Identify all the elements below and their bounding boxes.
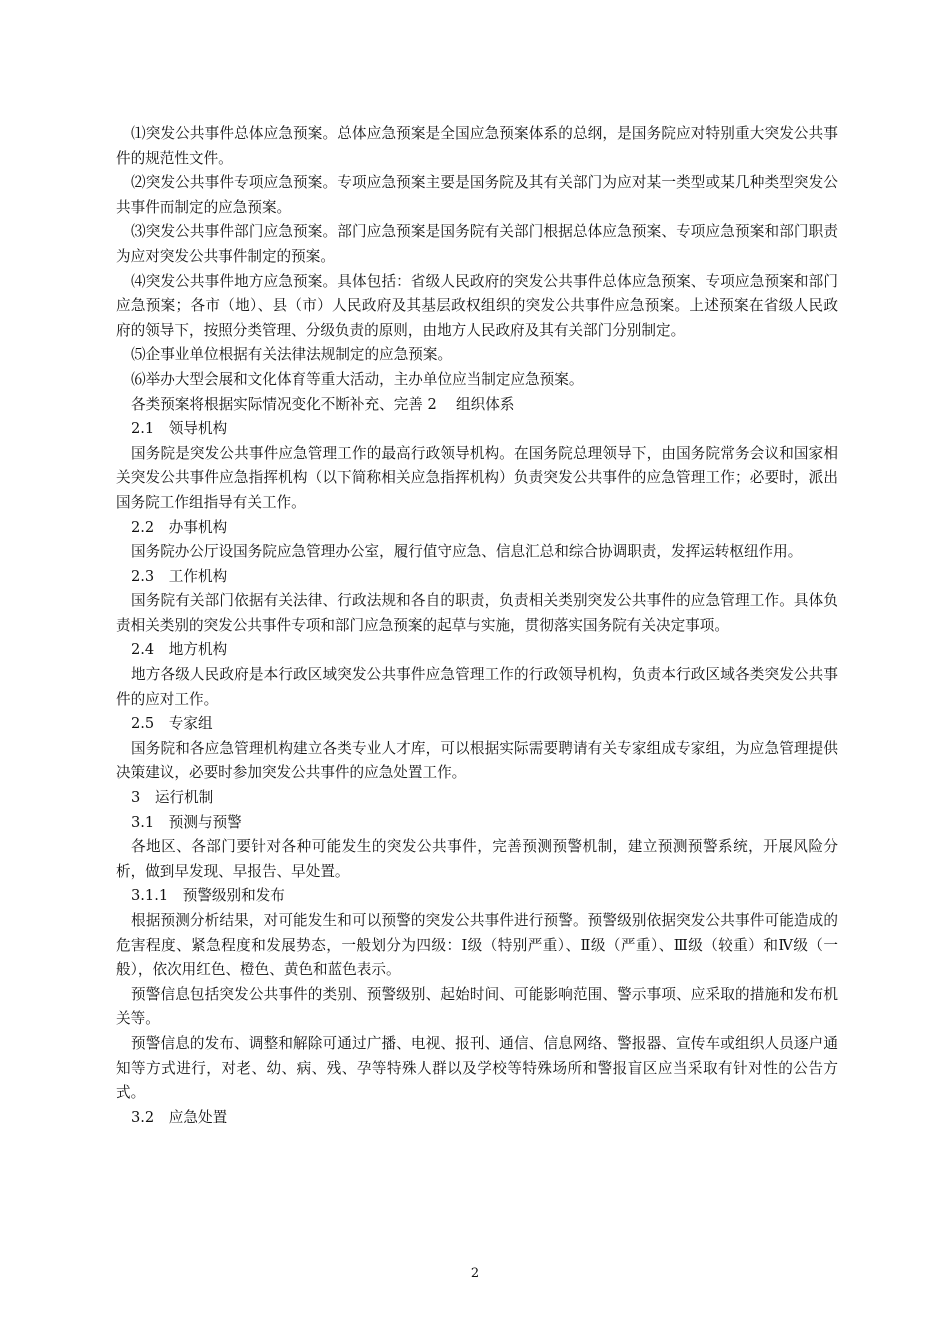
paragraph-local-plan: ⑷突发公共事件地方应急预案。具体包括：省级人民政府的突发公共事件总体应急预案、专项应急预案和部门应急预案；各市（地）、县（市）人民政府及其基层政权组织的突发公共事件应急预案。上述预案在省级人民政府的领导下，按照分类管理、分级负责的原则，由地方人民政府及其有关部门分别制定。 [116, 272, 838, 339]
heading-3-1: 3.1 预测与预警 [131, 813, 242, 831]
paragraph-3-1: 各地区、各部门要针对各种可能发生的突发公共事件，完善预测预警机制，建立预测预警系统，开展风险分析，做到早发现、早报告、早处置。 [116, 838, 838, 880]
paragraph-2-5: 国务院和各应急管理机构建立各类专业人才库，可以根据实际需要聘请有关专家组成专家组，为应急管理提供决策建议，必要时参加突发公共事件的应急处置工作。 [116, 739, 838, 782]
paragraph-department-plan: ⑶突发公共事件部门应急预案。部门应急预案是国务院有关部门根据总体应急预案、专项应急预案和部门职责为应对突发公共事件制定的预案。 [116, 223, 838, 265]
paragraph-2-3: 国务院有关部门依据有关法律、行政法规和各自的职责，负责相关类别突发公共事件的应急管理工作。具体负责相关类别的突发公共事件专项和部门应急预案的起草与实施，贯彻落实国务院有关决定事项。 [116, 592, 838, 634]
heading-2-5: 2.5 专家组 [131, 715, 213, 733]
paragraph-overall-plan: ⑴突发公共事件总体应急预案。总体应急预案是全国应急预案体系的总纲，是国务院应对特别重大突发公共事件的规范性文件。 [116, 125, 838, 167]
paragraph-warning-levels: 根据预测分析结果，对可能发生和可以预警的突发公共事件进行预警。预警级别依据突发公共事件可能造成的危害程度、紧急程度和发展势态，一般划分为四级：Ⅰ级（特别严重）、Ⅱ级（严重）、Ⅲ级（较重）和Ⅳ级（一般），依次用红色、橙色、黄色和蓝色表示。 [116, 912, 838, 979]
heading-3: 3 运行机制 [131, 789, 214, 807]
heading-2-3: 2.3 工作机构 [131, 567, 228, 585]
heading-2-2: 2.2 办事机构 [131, 518, 228, 536]
heading-2-4: 2.4 地方机构 [131, 641, 228, 659]
paragraph-2-2: 国务院办公厅设国务院应急管理办公室，履行值守应急、信息汇总和综合协调职责，发挥运转枢纽作用。 [131, 543, 803, 561]
paragraph-special-plan: ⑵突发公共事件专项应急预案。专项应急预案主要是国务院及其有关部门为应对某一类型或某几种类型突发公共事件而制定的应急预案。 [116, 174, 838, 216]
page-number: 2 [470, 1266, 480, 1281]
paragraph-2-1: 国务院是突发公共事件应急管理工作的最高行政领导机构。在国务院总理领导下，由国务院常务会议和国家相关突发公共事件应急指挥机构（以下简称相关应急指挥机构）负责突发公共事件的应急管理工作；必要时，派出国务院工作组指导有关工作。 [116, 444, 838, 511]
heading-3-1-1: 3.1.1 预警级别和发布 [131, 887, 285, 905]
paragraph-2-4: 地方各级人民政府是本行政区域突发公共事件应急管理工作的行政领导机构，负责本行政区域各类突发公共事件的应对工作。 [116, 666, 838, 708]
paragraph-enterprise-plan: ⑸企事业单位根据有关法律法规制定的应急预案。 [131, 346, 453, 364]
paragraph-event-plan: ⑹举办大型会展和文化体育等重大活动，主办单位应当制定应急预案。 [131, 370, 584, 388]
heading-3-2: 3.2 应急处置 [131, 1108, 228, 1126]
paragraph-warning-info: 预警信息包括突发公共事件的类别、预警级别、起始时间、可能影响范围、警示事项、应采取的措施和发布机关等。 [116, 985, 838, 1028]
paragraph-warning-release: 预警信息的发布、调整和解除可通过广播、电视、报刊、通信、信息网络、警报器、宣传车或组织人员逐户通知等方式进行，对老、幼、病、残、孕等特殊人群以及学校等特殊场所和警报盲区应当采取有针对性的公告方式。 [116, 1034, 838, 1102]
paragraph-section-2-heading: 各类预案将根据实际情况变化不断补充、完善 2 组织体系 [131, 395, 515, 413]
heading-2-1: 2.1 领导机构 [131, 420, 228, 438]
document-body [116, 122, 838, 1130]
